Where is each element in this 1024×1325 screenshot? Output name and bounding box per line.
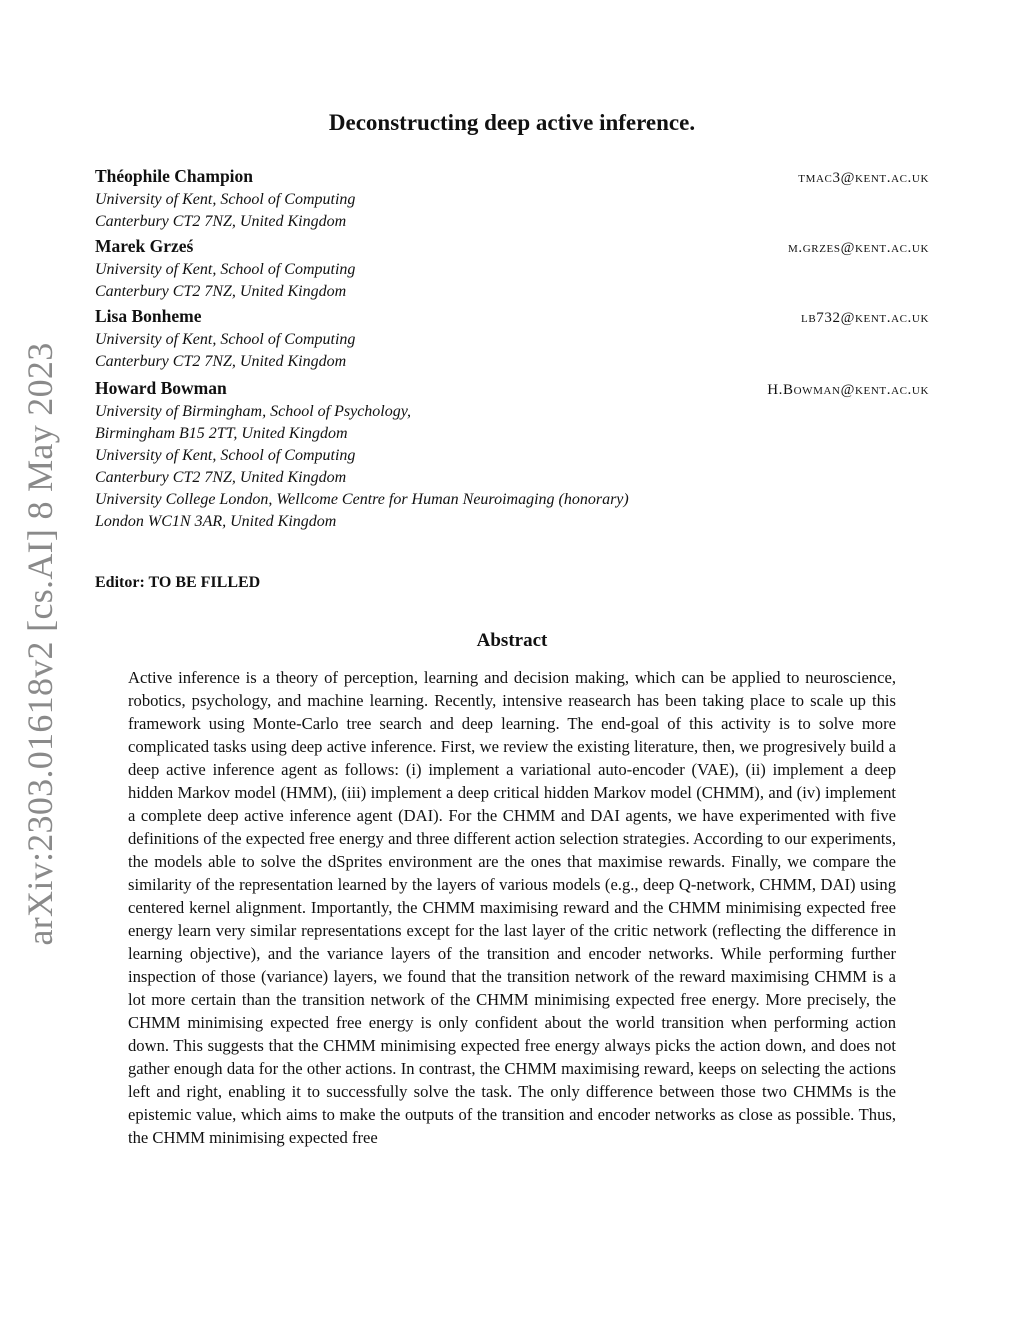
author-name: Marek Grześ bbox=[95, 236, 194, 256]
author-block bbox=[95, 166, 929, 233]
author-affiliation: University College London, Wellcome Centre for Human Neuroimaging (honorary) bbox=[95, 491, 629, 508]
author-affiliation: University of Kent, School of Computing bbox=[95, 331, 356, 348]
paper-title: Deconstructing deep active inference. bbox=[328, 110, 696, 135]
author-block bbox=[95, 236, 929, 303]
author-affiliation: University of Kent, School of Computing bbox=[95, 191, 356, 208]
author-block bbox=[95, 306, 929, 373]
author-block bbox=[95, 378, 929, 533]
author-affiliation: Canterbury CT2 7NZ, United Kingdom bbox=[95, 213, 347, 230]
author-affiliation: Canterbury CT2 7NZ, United Kingdom bbox=[95, 469, 347, 486]
author-affiliation: Birmingham B15 2TT, United Kingdom bbox=[95, 425, 348, 442]
author-email[interactable]: tmac3@kent.ac.uk bbox=[798, 170, 929, 186]
author-name: Théophile Champion bbox=[95, 166, 254, 186]
author-affiliation: University of Kent, School of Computing bbox=[95, 261, 356, 278]
author-affiliation: University of Birmingham, School of Psychology, bbox=[95, 403, 411, 420]
abstract-text: Active inference is a theory of perception, learning and decision making, which can be applied to neuroscience, robotics, psychology, and machine learning. Recently, intensive reasearch has been taking place to scale up this framework using Monte-Carlo tree search and deep learning. The end-goal of this activity is to solve more complicated tasks using deep active inference. First, we review the existing literature, then, we progresively build a deep active inference agent as follows: (i) implement a variational auto-encoder (VAE), (ii) implement a deep hidden Markov model (HMM), (iii) implement a deep critical hidden Markov model (CHMM), and (iv) implement a complete deep active inference agent (DAI). For the CHMM and DAI agents, we have experimented with five definitions of the expected free energy and three different action selection strategies. According to our experiments, the models able to solve the dSprites environment are the ones that maximise rewards. Finally, we compare the similarity of the representation learned by the layers of various models (e.g., deep Q-network, CHMM, DAI) using centered kernel alignment. Importantly, the CHMM maximising reward and the CHMM minimising expected free energy learn very similar representations except for the last layer of the critic network (reflecting the difference in learning objective), and the variance layers of the transition and encoder networks. While performing further inspection of those (variance) layers, we found that the transition network of the reward maximising CHMM is a lot more certain than the transition network of the CHMM minimising expected free energy. More precisely, the CHMM minimising expected free energy is only confident about the world transition when performing action down. This suggests that the CHMM minimising expected free energy always picks the action down, and does not gather enough data for the other actions. In contrast, the CHMM maximising reward, keeps on selecting the actions left and right, enabling it to successfully solve the task. The only difference between those two CHMMs is the epistemic value, which aims to make the outputs of the transition and encoder networks as close as possible. Thus, the CHMM minimising expected free bbox=[128, 668, 896, 1147]
arxiv-identifier-stamp: arXiv:2303.01618v2 [cs.AI] 8 May 2023 bbox=[20, 342, 60, 946]
author-affiliation: London WC1N 3AR, United Kingdom bbox=[95, 513, 337, 530]
author-email[interactable]: m.grzes@kent.ac.uk bbox=[788, 240, 929, 256]
author-affiliation: University of Kent, School of Computing bbox=[95, 447, 356, 464]
author-email[interactable]: lb732@kent.ac.uk bbox=[801, 310, 929, 326]
author-affiliation: Canterbury CT2 7NZ, United Kingdom bbox=[95, 283, 347, 300]
author-email[interactable]: H.Bowman@kent.ac.uk bbox=[767, 382, 929, 398]
author-name: Howard Bowman bbox=[95, 378, 227, 398]
editor-line: Editor: TO BE FILLED bbox=[95, 574, 261, 591]
author-name: Lisa Bonheme bbox=[95, 306, 202, 326]
abstract-heading: Abstract bbox=[476, 630, 548, 651]
author-affiliation: Canterbury CT2 7NZ, United Kingdom bbox=[95, 353, 347, 370]
